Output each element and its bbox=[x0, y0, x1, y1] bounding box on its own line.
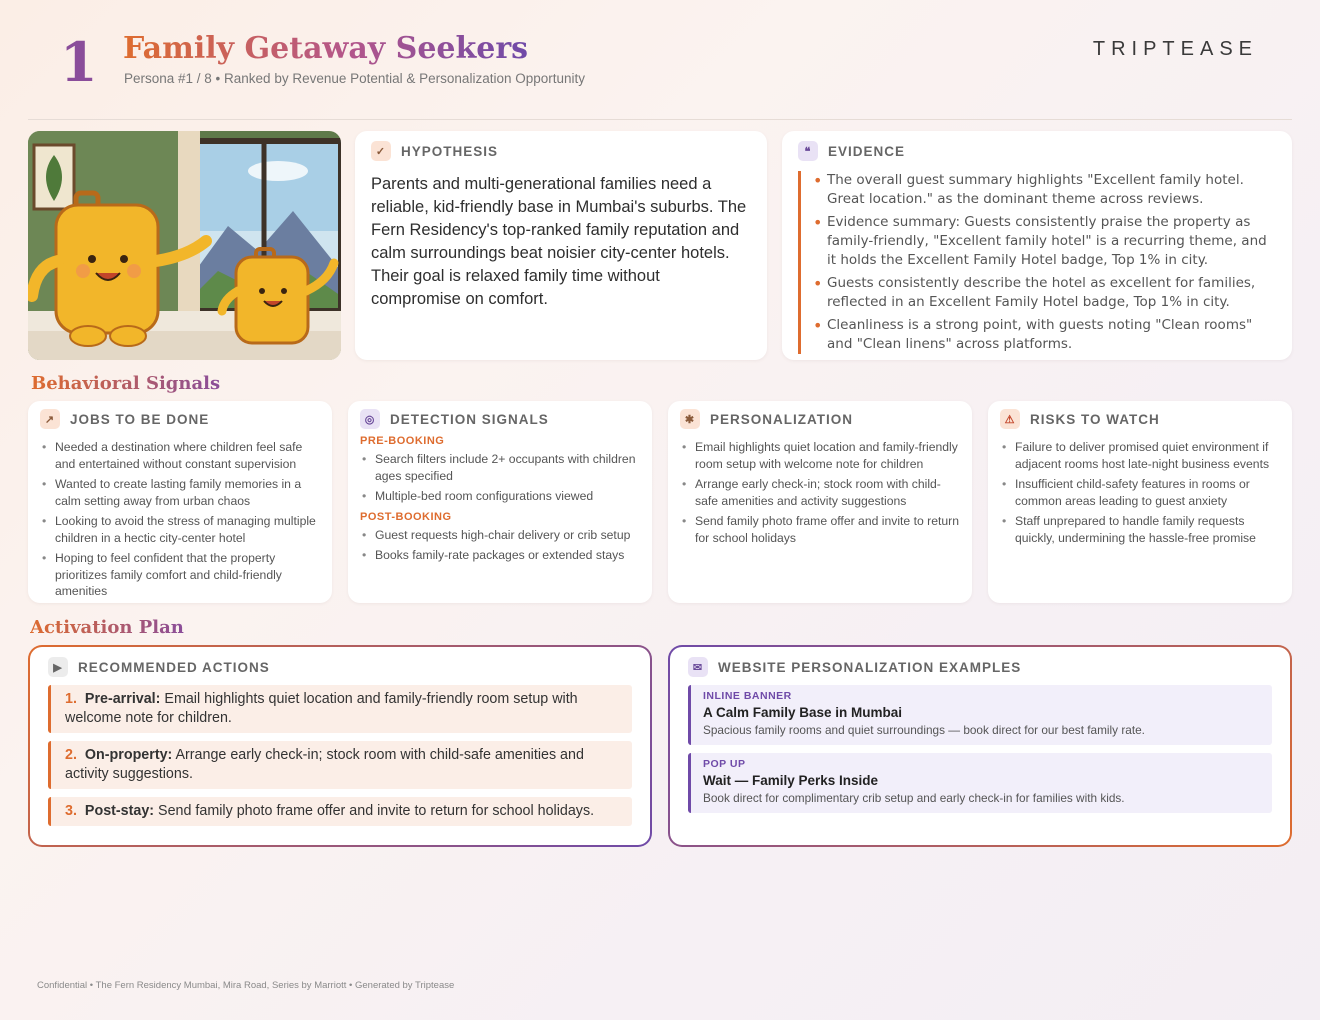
personalization-label-row bbox=[680, 409, 960, 429]
evidence-item: • Evidence summary: Guests consistently praise the property as family-friendly, "Excellent family hotel" is a recurring theme, and it holds the Excellent Family Hotel badge, Top 1% in city. bbox=[813, 213, 1276, 270]
page-title: Family Getaway Seekers bbox=[123, 31, 529, 66]
page-subtitle: Persona #1 / 8 • Ranked by Revenue Potential & Personalization Opportunity bbox=[124, 71, 586, 86]
action-phase: Pre-arrival: bbox=[84, 691, 161, 707]
action-number: 1. bbox=[65, 691, 77, 707]
website-examples-card bbox=[668, 645, 1292, 847]
post-booking-label: POST-BOOKING bbox=[360, 510, 452, 523]
evidence-card bbox=[782, 131, 1292, 360]
actions-label-row bbox=[48, 657, 632, 677]
evidence-item: • Guests consistently describe the hotel as excellent for families, reflected in an Excellent Family Hotel badge, Top 1% in city. bbox=[813, 274, 1276, 312]
jobs-list bbox=[40, 439, 320, 600]
evidence-item: • The overall guest summary highlights "Excellent family hotel. Great location." as the dominant theme across reviews. bbox=[813, 171, 1276, 209]
action-item bbox=[48, 741, 632, 789]
page-header bbox=[28, 28, 1292, 120]
evidence-item: • Cleanliness is a strong point, with guests noting "Clean rooms" and "Clean linens" across platforms. bbox=[813, 316, 1276, 354]
evidence-label-row bbox=[798, 141, 1276, 161]
example-body: Spacious family rooms and quiet surroundings — book direct for our best family rate. bbox=[703, 723, 1145, 737]
quote-icon: ❝ bbox=[798, 141, 818, 161]
list-item: • Staff unprepared to handle family requests quickly, undermining the hassle-free promise bbox=[1000, 513, 1280, 546]
detection-label: DETECTION SIGNALS bbox=[390, 411, 549, 427]
action-number: 3. bbox=[65, 803, 77, 819]
mail-icon: ✉ bbox=[688, 657, 708, 677]
jobs-to-be-done-card bbox=[28, 401, 332, 603]
page-footer: Confidential • The Fern Residency Mumbai, Mira Road, Series by Marriott • Generated by Triptease bbox=[37, 980, 455, 991]
personalization-label: PERSONALIZATION bbox=[710, 411, 853, 427]
action-text: Arrange early check-in; stock room with child-safe amenities and activity suggestions. bbox=[65, 747, 584, 782]
list-item: • Failure to deliver promised quiet environment if adjacent rooms host late-night business events bbox=[1000, 439, 1280, 472]
pre-booking-label: PRE-BOOKING bbox=[360, 435, 445, 447]
detection-label-row bbox=[360, 409, 640, 429]
sparkle-icon: ✱ bbox=[680, 409, 700, 429]
list-item: • Multiple-bed room configurations viewed bbox=[360, 488, 640, 505]
recommended-actions-card bbox=[28, 645, 652, 847]
action-phase: On-property: bbox=[84, 747, 173, 763]
list-item: • Guest requests high-chair delivery or crib setup bbox=[360, 527, 640, 544]
risks-list bbox=[1000, 439, 1280, 546]
behavioral-signals-title: Behavioral Signals bbox=[31, 373, 221, 394]
persona-illustration bbox=[28, 131, 341, 360]
warning-icon: ⚠ bbox=[1000, 409, 1020, 429]
actions-label: RECOMMENDED ACTIONS bbox=[78, 659, 270, 675]
pre-booking-list bbox=[360, 451, 640, 505]
action-text: Email highlights quiet location and family-friendly room setup with welcome note for children. bbox=[65, 691, 578, 726]
arrow-up-right-icon: ↗ bbox=[40, 409, 60, 429]
examples-label: WEBSITE PERSONALIZATION EXAMPLES bbox=[718, 659, 1022, 675]
action-item bbox=[48, 685, 632, 733]
hypothesis-label-row bbox=[371, 141, 751, 161]
evidence-label: EVIDENCE bbox=[828, 143, 906, 159]
personalization-list bbox=[680, 439, 960, 546]
hypothesis-text: Parents and multi-generational families need a reliable, kid-friendly base in Mumbai's suburbs. The Fern Residency's top-ranked family reputation and calm surroundings beat noisier city-center hotels. Their goal is relaxed family time without compromise on comfort. bbox=[371, 175, 747, 308]
radar-icon: ◎ bbox=[360, 409, 380, 429]
brand-logo: TRIPTEASE bbox=[1092, 38, 1258, 60]
hypothesis-label: HYPOTHESIS bbox=[401, 143, 499, 159]
action-item bbox=[48, 797, 632, 826]
example-headline: A Calm Family Base in Mumbai bbox=[703, 705, 903, 720]
personalization-card bbox=[668, 401, 972, 603]
example-item bbox=[688, 685, 1272, 745]
example-item bbox=[688, 753, 1272, 813]
list-item: • Insufficient child-safety features in rooms or common areas leading to guest anxiety bbox=[1000, 476, 1280, 509]
list-item: • Arrange early check-in; stock room with child-safe amenities and activity suggestions bbox=[680, 476, 960, 509]
example-body: Book direct for complimentary crib setup and early check-in for families with kids. bbox=[703, 791, 1125, 805]
risks-label-row bbox=[1000, 409, 1280, 429]
list-item: • Send family photo frame offer and invite to return for school holidays bbox=[680, 513, 960, 546]
hypothesis-card bbox=[355, 131, 767, 360]
risks-card bbox=[988, 401, 1292, 603]
jobs-label-row bbox=[40, 409, 320, 429]
action-phase: Post-stay: bbox=[84, 803, 155, 819]
list-item: • Email highlights quiet location and family-friendly room setup with welcome note for children bbox=[680, 439, 960, 472]
jobs-label: JOBS TO BE DONE bbox=[70, 411, 210, 427]
example-type: INLINE BANNER bbox=[703, 690, 792, 702]
detection-signals-card bbox=[348, 401, 652, 603]
evidence-list bbox=[798, 171, 1276, 354]
list-item: • Wanted to create lasting family memories in a calm setting away from urban chaos bbox=[40, 476, 320, 509]
list-item: • Needed a destination where children feel safe and entertained without constant supervision bbox=[40, 439, 320, 472]
list-item: • Search filters include 2+ occupants with children ages specified bbox=[360, 451, 640, 484]
check-icon: ✓ bbox=[371, 141, 391, 161]
examples-label-row bbox=[688, 657, 1272, 677]
activation-plan-title: Activation Plan bbox=[30, 617, 184, 638]
risks-label: RISKS TO WATCH bbox=[1030, 411, 1160, 427]
action-text: Send family photo frame offer and invite to return for school holidays. bbox=[158, 803, 595, 819]
action-number: 2. bbox=[65, 747, 77, 763]
play-icon: ▶ bbox=[48, 657, 68, 677]
list-item: • Books family-rate packages or extended stays bbox=[360, 547, 640, 564]
list-item: • Looking to avoid the stress of managing multiple children in a hectic city-center hotel bbox=[40, 513, 320, 546]
example-type: POP UP bbox=[703, 758, 746, 770]
list-item: • Hoping to feel confident that the property prioritizes family comfort and child-friendly amenities bbox=[40, 550, 320, 600]
post-booking-list bbox=[360, 527, 640, 564]
persona-rank: 1 bbox=[60, 30, 98, 94]
example-headline: Wait — Family Perks Inside bbox=[703, 773, 879, 788]
